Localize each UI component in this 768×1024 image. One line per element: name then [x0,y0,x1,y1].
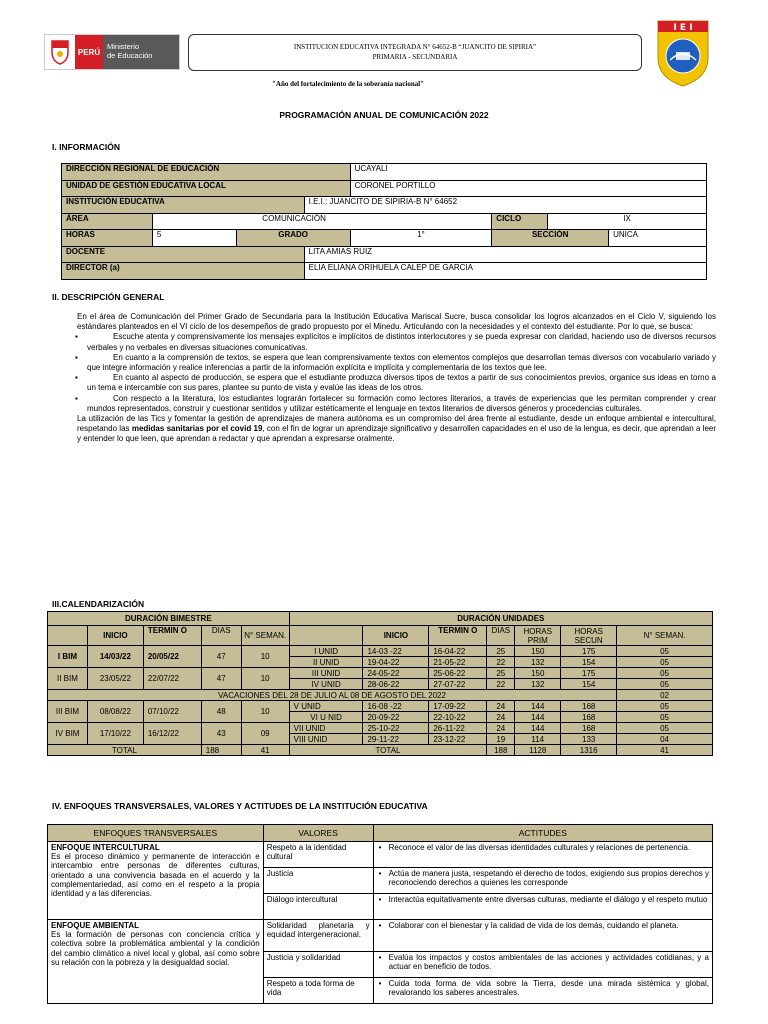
list-item: ▪ En cuanto a la comprensión de textos, se espera que lean comprensivamente textos con elementos complejos que desarrollan temas diversos con vocabulario variado y que integre información y realice inferencias a partir de la información explícita e implícita y complementaria de los textos que lee. [75,352,716,373]
ciclo-value: IX [548,213,707,230]
col-attitudes: ACTITUDES [373,825,712,842]
table-row: ENFOQUE INTERCULTURAL Es el proceso dinámico y permanente de interacción e intercambio entre personas de diferentes culturas, orientado a una convivencia basada en el acuerdo y la complementariedad, así como en el respeto a la propia identidad y a las diferencias. Respeto a la identidad cultural • Reconoce el valor de las diversas identidades culturales y relaciones de pertenencia. [48,842,713,868]
seccion-label: SECCIÓN [492,230,609,247]
ciclo-label: CICLO [492,213,548,230]
table-row: INICIO TERMIN O DIAS N° SEMAN. INICIO TERMIN O DIAS HORAS PRIM HORAS SECUN N° SEMAN. [48,626,713,646]
bullet-icon: ▪ [75,393,78,403]
table-row: IV UNID 28-06-22 27-07-22 22 132 154 05 [48,679,713,690]
ugel-label: UNIDAD DE GESTIÓN EDUCATIVA LOCAL [62,180,351,197]
bullet-icon: • [378,895,382,904]
description-closing: La utilización de las Tics y fomentar la gestión de aprendizajes de manera autónoma es un compromiso del área frente al estudiante, desde un enfoque ambiental e intercultural, respetando las medidas sanitarias por el covid 19, con el fin de lograr un aprendizaje significativo y desarrollen capacidades en el uso de la lengua, es decir, que aprendan a leer y entender lo que leen, que aprendan a redactar y que aprendan a expresarse oralmente. [77,414,717,444]
ie-label: INSTITUCIÓN EDUCATIVA [62,197,305,214]
institution-name: INSTITUCION EDUCATIVA INTEGRADA N° 64652-B “JUANCITO DE SIPIRIA” [293,42,537,51]
table-row [62,263,707,280]
vacation-row: VACACIONES DEL 28 DE JULIO AL 08 DE AGOSTO DEL 2022 [48,690,617,701]
col-approaches: ENFOQUES TRANSVERSALES [48,825,264,842]
section-approaches-heading: IV. ENFOQUES TRANSVERSALES, VALORES Y ACTITUDES DE LA INSTITUCIÓN EDUCATIVA [52,801,428,811]
area-label: ÁREA [62,213,153,230]
table-row [62,197,707,214]
bullet-icon: • [378,843,382,852]
table-row [62,230,707,247]
logo-ministry: Ministerio de Educación [103,35,179,69]
description-intro: En el área de Comunicación del Primer Grado de Secundaria para la Institución Educativa Mariscal Sucre, busca consolidar los logros alcanzados en el Ciclo V, siguiendo los estándares planteados en el VI ciclo de los desempeños de grado propuesto por el Minedu. Articulando con la necesidades y el contexto del estudiante. Por lo que, se busca: [77,312,716,332]
seccion-value: UNICA [609,230,707,247]
approaches-table [47,824,713,1004]
ugel-value: CORONEL PORTILLO [350,180,706,197]
area-value: COMUNICACIÓN [152,213,491,230]
peru-shield-icon [45,35,75,69]
horas-value: 5 [152,230,236,247]
docente-label: DOCENTE [62,246,305,263]
table-row [62,164,707,181]
table-row [62,180,707,197]
table-row [48,612,713,626]
table-row: VI U NID 20-09-22 22-10-22 24 144 168 05 [48,712,713,723]
bullet-icon: • [378,921,382,930]
table-row: II BIM 23/05/22 22/07/22 47 10 III UNID 24-05-22 25-06-22 25 150 175 05 [48,668,713,679]
section-description-heading: II. DESCRIPCIÓN GENERAL [52,292,165,302]
approach-intercultural: ENFOQUE INTERCULTURAL Es el proceso dinámico y permanente de interacción e intercambio entre personas de diferentes culturas, orientado a una convivencia basada en el acuerdo y la complementariedad, así como en el respeto a la propia identidad y a las diferencias. [48,842,264,920]
grado-label: GRADO [236,230,350,247]
institution-level: PRIMARIA - SECUNDARIA [372,52,458,61]
table-row [62,213,707,230]
approach-environmental: ENFOQUE AMBIENTAL Es la formación de personas con conciencia crítica y colectiva sobre la problemática ambiental y la condición del cambio climático a nivel local y global, así como sobre su relación con la pobreza y la desigualdad social. [48,920,264,1004]
bullet-icon: • [378,869,382,878]
dre-label: DIRECCIÓN REGIONAL DE EDUCACIÓN [62,164,351,181]
bullet-icon: • [378,979,382,988]
crest-text: I E I [673,23,693,33]
list-item: ▪ En cuanto al aspecto de producción, se espera que el estudiante produzca diversos tipos de textos a partir de sus conocimientos previos, organice sus ideas en torno a un tema e intercambie con sus pares, plantee su punto de vista y evalúe las ideas de los otros. [75,373,716,393]
table-row: Justicia • Actúa de manera justa, respetando el derecho de todos, exigiendo sus propios derechos y reconociendo derechos a quienes les corresponde [48,868,713,894]
table-row: VIII UNID 29-11-22 23-12-22 19 114 133 04 [48,734,713,745]
horas-label: HORAS [62,230,153,247]
table-row: I BIM 14/03/22 20/05/22 47 10 I UNID 14-03 -22 16-04-22 25 150 175 05 [48,646,713,657]
director-value: ELIA ELIANA ORIHUELA CALEP DE GARCIA [304,263,706,280]
grado-value: 1° [350,230,492,247]
calendar-table [47,611,713,756]
table-row: Diálogo intercultural • Interactúa equitativamente entre diversas culturas, mediante el diálogo y el respeto mutuo [48,894,713,920]
total-label: TOTAL [289,745,487,756]
page-title: PROGRAMACIÓN ANUAL DE COMUNICACIÓN 2022 [279,110,489,120]
table-row: III BIM 08/08/22 07/10/22 48 10 V UNID 16-08 -22 17-09-22 24 144 168 05 [48,701,713,712]
table-row: Respeto a toda forma de vida • Cuida toda forma de vida sobre la Tierra, desde una mirada sistémica y global, revalorando los saberes ancestrales. [48,978,713,1004]
director-label: DIRECTOR (a) [62,263,305,280]
table-row: II UNID 19-04-22 21-05-22 22 132 154 05 [48,657,713,668]
bullet-icon: • [378,953,382,962]
table-row: IV BIM 17/10/22 16/12/22 43 09 VII UNID 25-10-22 26-11-22 24 144 168 05 [48,723,713,734]
logo-country: PERÚ [75,35,103,69]
units-title: DURACIÓN UNIDADES [289,612,712,626]
info-table [61,163,707,280]
table-row: Justicia y solidaridad • Evalúa los impactos y costos ambientales de las acciones y actividades cotidianas, y a actuar en beneficio de todos. [48,952,713,978]
general-description [77,312,716,445]
total-label: TOTAL [48,745,202,756]
list-item: ▪ Con respecto a la literatura, los estudiantes lograrán fortalecer su formación como lectores literarios, a través de experiencias que les permitan comprender y crear mundos representados, construir y cuestionar sentidos y utilizar estéticamente el lenguaje en textos literarios de diversos géneros y procedencias culturales. [75,393,716,413]
bullet-icon: ▪ [75,332,78,342]
table-row [62,246,707,263]
col-values: VALORES [263,825,373,842]
table-row: VACACIONES DEL 28 DE JULIO AL 08 DE AGOSTO DEL 2022 02 [48,690,713,701]
section-calendar-heading: III.CALENDARIZACIÓN [52,599,145,609]
national-motto: "Año del fortalecimiento de la soberanía nacional" [272,80,425,88]
school-crest-icon [654,18,712,88]
bullet-icon: ▪ [75,373,78,383]
dre-value: UCAYALI [350,164,706,181]
bimester-title: DURACIÓN BIMESTRE [48,612,290,626]
list-item: ▪ Escuche atenta y comprensivamente los mensajes explícitos e implícitos de distintos interlocutores y se pueda expresar con claridad, haciendo uso de diversos recursos verbales y no verbales en diversas situaciones comunicativas. [75,332,716,352]
ie-value: I.E.I.: JUANCITO DE SIPIRIA-B N° 64652 [304,197,706,214]
section-info-heading: I. INFORMACIÓN [52,142,120,152]
institution-box [188,34,642,71]
table-row [48,825,713,842]
table-row: TOTAL 188 41 TOTAL 188 1128 1316 41 [48,745,713,756]
bullet-icon: ▪ [75,352,78,362]
table-row: ENFOQUE AMBIENTAL Es la formación de personas con conciencia crítica y colectiva sobre la problemática ambiental y la condición del cambio climático a nivel local y global, así como sobre su relación con la pobreza y la desigualdad social. Solidaridad planetaria y equidad intergeneracional. • Colaborar con el bienestar y la calidad de vida de los demás, cuidando el planeta. [48,920,713,952]
minedu-logo [44,34,180,70]
docente-value: LITA AMIAS RUIZ [304,246,706,263]
